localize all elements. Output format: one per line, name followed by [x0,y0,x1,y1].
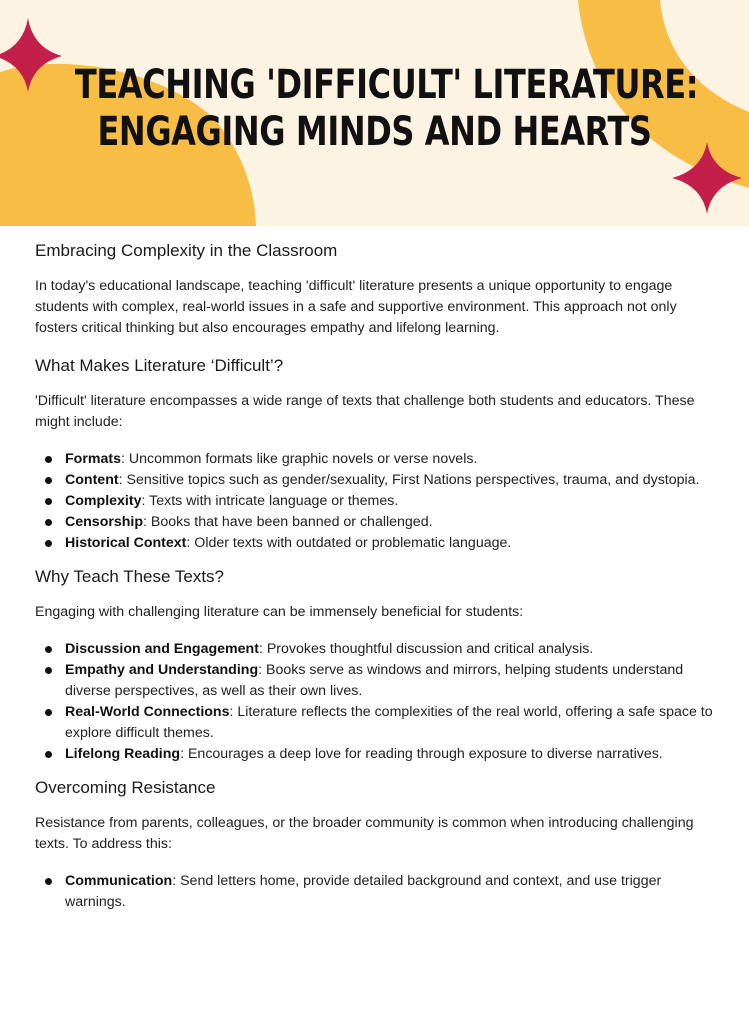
section-heading: What Makes Literature ‘Difficult’? [35,356,284,375]
list-item-text: : Uncommon formats like graphic novels or verse novels. [120,451,478,467]
list-item-text: : Books serve as windows and mirrors, helping students understand diverse perspectives, as well as their own lives. [65,662,684,699]
section-paragraph: In today's educational landscape, teaching 'difficult' literature presents a unique opportunity to engage students with complex, real-world issues in a safe and supportive environment. This approach not only fosters critical thinking but also encourages empathy and lifelong learning. [35,278,677,336]
list-item [35,660,720,702]
bullet-icon [45,477,52,484]
section-overcoming-resistance [35,777,720,913]
list-item-text: : Provokes thoughtful discussion and critical analysis. [258,641,594,657]
list-item-text: : Literature reflects the complexities of the real world, offering a safe space to explore difficult themes. [65,704,713,741]
list-item-term: Censorship [65,514,144,530]
bullet-icon [45,498,52,505]
bullet-list [35,449,720,554]
section-paragraph: Resistance from parents, colleagues, or the broader community is common when introducing challenging texts. To address this: [35,815,694,852]
list-item-term: Content [65,472,119,488]
list-item-text: : Older texts with outdated or problematic language. [186,535,512,551]
title-line: TEACHING 'DIFFICULT' LITERATURE: [74,62,699,108]
list-item-text: : Books that have been banned or challenged. [143,514,433,530]
page-title [74,62,699,156]
bullet-icon [45,646,52,653]
bullet-icon [45,519,52,526]
bullet-icon [45,667,52,674]
list-item-term: Historical Context [65,535,187,551]
list-item-term: Communication [65,873,173,889]
section-why-teach [35,566,720,765]
section-what-makes-difficult [35,355,720,554]
list-item-text: : Sensitive topics such as gender/sexuality, First Nations perspectives, trauma, and dystopia. [118,472,700,488]
list-item [35,470,720,491]
section-paragraph: Engaging with challenging literature can be immensely beneficial for students: [35,604,524,620]
list-item [35,491,720,512]
list-item-term: Discussion and Engagement [65,641,259,657]
list-item-text: : Texts with intricate language or themes. [141,493,399,509]
list-item [35,533,720,554]
section-embracing-complexity [35,240,720,339]
bullet-list [35,871,720,913]
bullet-icon [45,878,52,885]
article-body [35,240,720,925]
section-paragraph: 'Difficult' literature encompasses a wide range of texts that challenge both students and educators. These might include: [35,393,695,430]
list-item-term: Real-World Connections [65,704,230,720]
header-banner [0,0,749,226]
list-item [35,639,720,660]
title-line: ENGAGING MINDS AND HEARTS [97,109,652,155]
list-item-text: : Send letters home, provide detailed background and context, and use trigger warnings. [65,873,662,910]
list-item [35,702,720,744]
list-item-term: Formats [65,451,121,467]
list-item [35,512,720,533]
section-heading: Overcoming Resistance [35,778,216,797]
bullet-icon [45,709,52,716]
list-item-term: Lifelong Reading [65,746,181,762]
list-item-text: : Encourages a deep love for reading through exposure to diverse narratives. [180,746,663,762]
bullet-list [35,639,720,765]
list-item-term: Complexity [65,493,142,509]
bullet-icon [45,456,52,463]
bullet-icon [45,751,52,758]
bullet-icon [45,540,52,547]
list-item [35,744,720,765]
list-item [35,871,720,913]
list-item-term: Empathy and Understanding [65,662,259,678]
list-item [35,449,720,470]
section-heading: Why Teach These Texts? [35,567,224,586]
section-heading: Embracing Complexity in the Classroom [35,241,338,260]
